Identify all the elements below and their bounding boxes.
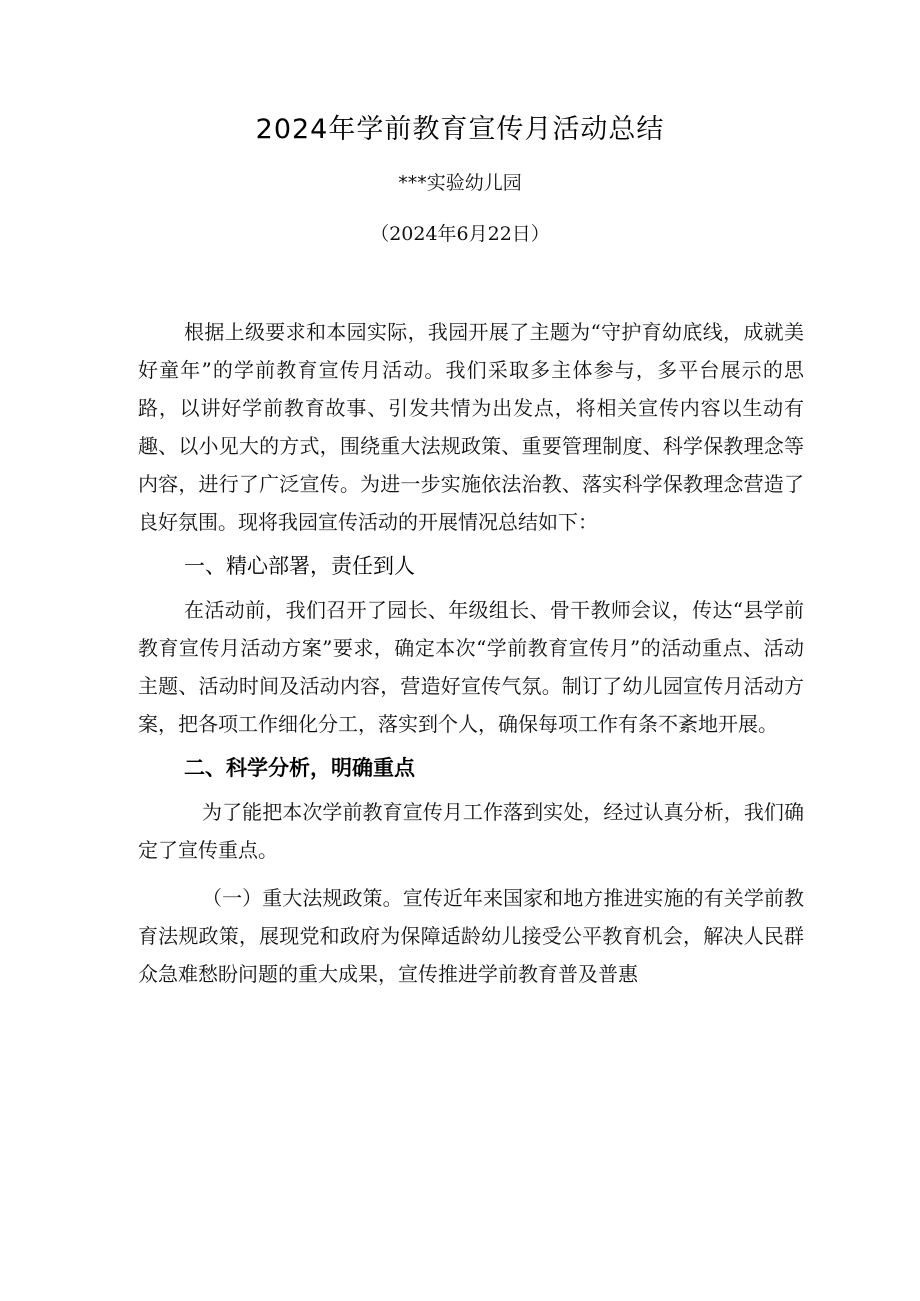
- document-date: （2024年6月22日）: [370, 223, 550, 245]
- section-1-paragraph: 在活动前，我们召开了园长、年级组长、骨干教师会议，传达“县学前教育宣传月活动方案”要求，确定本次“学前教育宣传月”的活动重点、活动主题、活动时间及活动内容，营造好宣传气氛。制订了幼儿园宣传月活动方案，把各项工作细化分工，落实到个人，确保每项工作有条不紊地开展。: [138, 598, 804, 736]
- section-2-item-1-paragraph: （一）重大法规政策。宣传近年来国家和地方推进实施的有关学前教育法规政策，展现党和政府为保障适龄幼儿接受公平教育机会，解决人民群众急难愁盼问题的重大成果，宣传推进学前教育普及普惠: [138, 886, 804, 986]
- intro-paragraph: 根据上级要求和本园实际，我园开展了主题为“守护育幼底线，成就美好童年”的学前教育宣传月活动。我们采取多主体参与，多平台展示的思路，以讲好学前教育故事、引发共情为出发点，将相关宣传内容以生动有趣、以小见大的方式，围绕重大法规政策、重要管理制度、科学保教理念等内容，进行了广泛宣传。为进一步实施依法治教、落实科学保教理念营造了良好氛围。现将我园宣传活动的开展情况总结如下：: [138, 320, 804, 534]
- document-title: 2024年学前教育宣传月活动总结: [255, 114, 665, 145]
- organization-name: ***实验幼儿园: [398, 172, 522, 194]
- document-body: [138, 313, 804, 993]
- section-1-heading: 一、精心部署，责任到人: [184, 554, 415, 578]
- section-2-heading: 二、科学分析，明确重点: [184, 756, 415, 780]
- section-2-paragraph: 为了能把本次学前教育宣传月工作落到实处，经过认真分析，我们确定了宣传重点。: [138, 800, 804, 862]
